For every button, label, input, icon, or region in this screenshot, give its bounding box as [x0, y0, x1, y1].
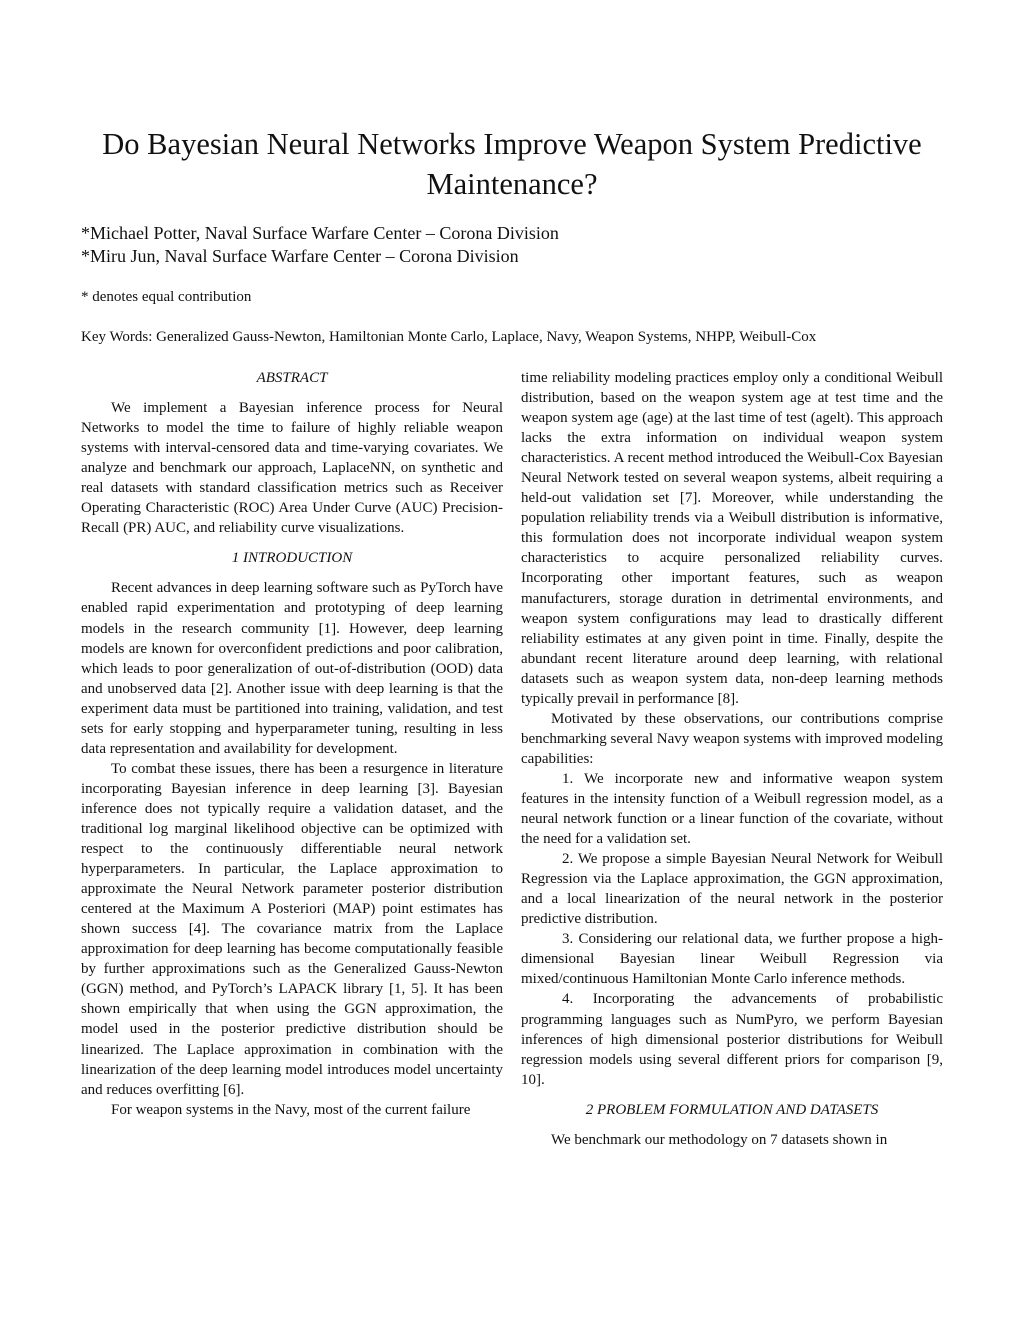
author-list: [81, 222, 559, 268]
paragraph: To combat these issues, there has been a resurgence in literature incorporating Bayesian inference in deep learning [3]. Bayesian inference does not typically require a validation dataset, and the traditional log marginal likelihood objective can be optimized with respect to the continuously differentiable neural network hyperparameters. In particular, the Laplace approximation to approximate the Neural Network parameter posterior distribution centered at the Maximum A Posteriori (MAP) point estimates has shown success [4]. The covariance matrix from the Laplace approximation for deep learning has become computationally feasible by further approximations such as the Generalized Gauss-Newton (GGN) method, and PyTorch’s LAPACK library [1, 5]. It has been shown empirically that when using the GGN approximation, the model used in the posterior predictive distribution should be linearized. The Laplace approximation in combination with the linearization of the deep learning model introduces model uncertainty and reduces overfitting [6].: [81, 760, 503, 1098]
abstract-text: We implement a Bayesian inference process for Neural Networks to model the time to failure of highly reliable weapon systems with interval-censored data and time-varying covariates. We analyze and benchmark our approach, LaplaceNN, on synthetic and real datasets with standard classification metrics such as Receiver Operating Characteristic (ROC) Area Under Curve (AUC) Precision-Recall (PR) AUC, and reliability curve visualizations.: [81, 400, 503, 537]
contribution-item: 3. Considering our relational data, we further propose a high-dimensional Bayesian linear Weibull Regression via mixed/continuous Hamiltonian Monte Carlo inference methods.: [521, 931, 943, 988]
contribution-item: 4. Incorporating the advancements of probabilistic programming languages such as NumPyro, we perform Bayesian inferences of high dimensional posterior distributions for Weibull regression models using several different priors for comparison [9, 10].: [521, 991, 943, 1088]
paragraph: We benchmark our methodology on 7 datasets shown in: [551, 1131, 888, 1148]
right-column: [521, 368, 943, 1150]
introduction-heading: 1 INTRODUCTION: [231, 550, 353, 567]
paragraph: Recent advances in deep learning software such as PyTorch have enabled rapid experimentation and prototyping of deep learning models in the research community [1]. However, deep learning models are known for overconfident predictions and poor calibration, which leads to poor generalization of out-of-distribution (OOD) data and unobserved data [2]. Another issue with deep learning is that the experiment data must be partitioned into training, validation, and test sets for early stopping and hyperparameter tuning, resulting in less data representation and availability for development.: [81, 580, 503, 757]
equal-contribution-note: * denotes equal contribution: [81, 289, 252, 305]
keywords: Key Words: Generalized Gauss-Newton, Hamiltonian Monte Carlo, Laplace, Navy, Weapon Systems, NHPP, Weibull-Cox: [81, 329, 817, 345]
contribution-item: 2. We propose a simple Bayesian Neural Network for Weibull Regression via the Laplace approximation, the GGN approximation, and a local linearization of the neural network in the posterior predictive distribution.: [521, 851, 943, 928]
contribution-item: 1. We incorporate new and informative weapon system features in the intensity function of a Weibull regression model, as a neural network function or a linear function of the covariate, without the need for a validation set.: [521, 770, 943, 848]
author-line: *Michael Potter, Naval Surface Warfare Center – Corona Division: [81, 223, 559, 243]
author-line: *Miru Jun, Naval Surface Warfare Center – Corona Division: [81, 246, 519, 266]
paragraph: time reliability modeling practices employ only a conditional Weibull distribution, based on the weapon system age at test time and the weapon system age (age) at the last time of test (agelt). This approach lacks the extra information on individual weapon system characteristics. A recent method introduced the Weibull-Cox Bayesian Neural Network tested on several weapon systems, albeit requiring a held-out validation set [7]. Moreover, while understanding the population reliability trends via a Weibull distribution is informative, this formulation does not incorporate individual weapon system characteristics to acquire personalized reliability curves. Incorporating other important features, such as weapon manufacturers, storage duration in detrimental environments, and weapon system configurations may lead to drastically different reliability estimates at any given point in time. Finally, despite the abundant recent literature around deep learning, with relational datasets such as weapon system data, non-deep learning methods typically prevail in performance [8].: [521, 370, 943, 707]
left-column: [81, 368, 503, 1120]
abstract-heading: ABSTRACT: [256, 370, 328, 386]
paragraph: Motivated by these observations, our contributions comprise benchmarking several Navy weapon systems with improved modeling capabilities:: [521, 710, 943, 767]
paper-title: Do Bayesian Neural Networks Improve Weapon System Predictive Maintenance?: [102, 127, 922, 201]
paragraph: For weapon systems in the Navy, most of the current failure: [111, 1101, 471, 1118]
section2-heading: 2 PROBLEM FORMULATION AND DATASETS: [585, 1101, 879, 1118]
